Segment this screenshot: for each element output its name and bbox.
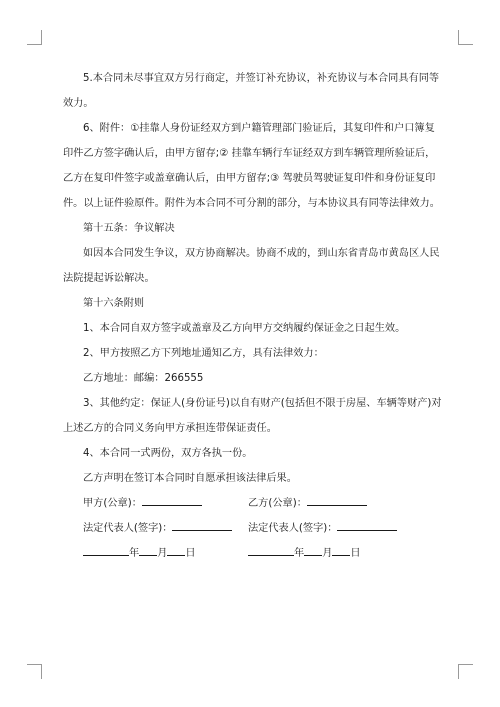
party-b-rep-label: 法定代表人(签字)： (248, 523, 338, 534)
crop-mark-bottom-right (458, 664, 473, 679)
party-b-seal-blank[interactable] (307, 493, 367, 506)
party-a-rep-label: 法定代表人(签字)： (83, 523, 173, 534)
seal-row (63, 491, 443, 516)
party-b-address: 乙方地址：邮编：266555 (83, 373, 204, 384)
party-b-year-label: 年 (294, 548, 305, 559)
representative-row (63, 516, 443, 541)
party-a-month-label: 月 (157, 548, 168, 559)
party-a-seal-label: 甲方(公章)： (83, 498, 142, 509)
party-a-year-label: 年 (129, 548, 140, 559)
party-b-year-blank[interactable] (248, 543, 294, 556)
party-b-day-label: 日 (350, 548, 361, 559)
party-b-month-label: 月 (322, 548, 333, 559)
party-a-seal-blank[interactable] (142, 493, 202, 506)
supplementary-clause-2: 2、甲方按照乙方下列地址通知乙方，具有法律效力： (83, 348, 324, 359)
party-b-seal-label: 乙方(公章)： (248, 498, 307, 509)
article-15-heading: 第十五条：争议解决 (83, 223, 175, 234)
party-b-declaration: 乙方声明在签订本合同时自愿承担该法律后果。 (83, 473, 297, 484)
date-row (63, 541, 443, 566)
party-b-rep-blank[interactable] (337, 518, 397, 531)
party-b-day-blank[interactable] (332, 543, 350, 556)
crop-mark-bottom-left (27, 664, 42, 679)
party-a-month-blank[interactable] (139, 543, 157, 556)
crop-mark-top-left (27, 30, 42, 45)
party-a-day-blank[interactable] (167, 543, 185, 556)
crop-mark-top-right (458, 30, 473, 45)
party-a-day-label: 日 (185, 548, 196, 559)
party-a-rep-blank[interactable] (172, 518, 232, 531)
party-b-month-blank[interactable] (304, 543, 322, 556)
supplementary-clause-4: 4、本合同一式两份，双方各执一份。 (83, 448, 253, 459)
clause-5-supplement: 5.本合同未尽事宜双方另行商定，并签订补充协议，补充协议与本合同具有同等效力。 (63, 73, 440, 109)
supplementary-clause-1: 1、本合同自双方签字或盖章及乙方向甲方交纳履约保证金之日起生效。 (83, 323, 406, 334)
article-16-heading: 第十六条附则 (83, 298, 145, 309)
clause-6-attachments: 6、附件：①挂靠人身份证经双方到户籍管理部门验证后，其复印件和户口簿复印件乙方签字确认后，由甲方留存;② 挂靠车辆行车证经双方到车辆管理所验证后，乙方在复印件签字或盖章确认后，由甲方留存;③ 驾驶员驾驶证复印件和身份证复印件。以上证件验原件。附件为本合同不可分割的部分，与本协议具有同等法律效力。 (63, 123, 440, 209)
document-body (63, 66, 443, 566)
dispute-resolution-text: 如因本合同发生争议，双方协商解决。协商不成的，到山东省青岛市黄岛区人民法院提起诉讼解决。 (63, 248, 440, 284)
party-a-year-blank[interactable] (83, 543, 129, 556)
supplementary-clause-3: 3、其他约定：保证人(身份证号)以自有财产(包括但不限于房屋、车辆等财产)对上述乙方的合同义务向甲方承担连带保证责任。 (63, 398, 442, 434)
